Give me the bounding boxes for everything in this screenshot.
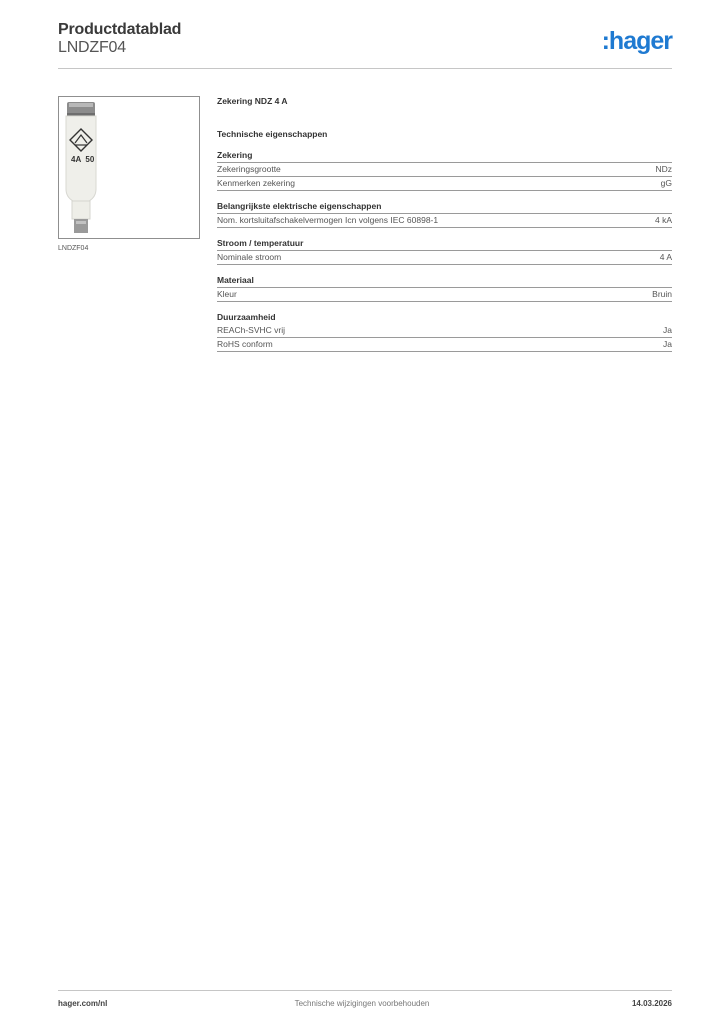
spec-row [217, 163, 672, 177]
spec-group-material [217, 274, 672, 302]
page-title: Productdatablad [58, 21, 182, 38]
header-divider [58, 68, 672, 69]
spec-value: NDz [655, 164, 672, 174]
spec-group-zekering [217, 149, 672, 191]
section-title: Technische eigenschappen [217, 129, 328, 139]
spec-value: 4 A [659, 252, 672, 262]
spec-group-sustainability [217, 311, 672, 352]
spec-group-current [217, 237, 672, 265]
product-name: Zekering NDZ 4 A [217, 96, 288, 106]
spec-value: Ja [663, 325, 672, 335]
spec-row [217, 288, 672, 302]
spec-value: Ja [663, 339, 672, 349]
group-title: Zekering [217, 149, 672, 163]
spec-value: 4 kA [654, 215, 672, 225]
spec-label: REACh-SVHC vrij [217, 325, 286, 335]
spec-row [217, 324, 672, 338]
group-title: Belangrijkste elektrische eigenschappen [217, 200, 672, 214]
image-caption: LNDZF04 [58, 245, 89, 252]
footer-disclaimer: Technische wijzigingen voorbehouden [294, 999, 430, 1008]
spec-row [217, 338, 672, 352]
specification-section [217, 94, 672, 352]
group-title: Materiaal [217, 274, 672, 288]
spec-label: RoHS conform [217, 339, 273, 349]
fuse-print-text: 4A 50 [71, 155, 95, 164]
group-title: Stroom / temperatuur [217, 237, 672, 251]
spec-label: Kenmerken zekering [217, 178, 295, 188]
footer-divider [58, 990, 672, 991]
spec-row [217, 214, 672, 228]
spec-label: Kleur [217, 289, 237, 299]
spec-label: Zekeringsgrootte [217, 164, 281, 174]
spec-value: gG [660, 178, 672, 188]
spec-group-electrical [217, 200, 672, 228]
spec-row [217, 251, 672, 265]
product-code: LNDZF04 [58, 39, 126, 56]
spec-row [217, 177, 672, 191]
group-title: Duurzaamheid [217, 312, 276, 322]
spec-value: Bruin [652, 289, 672, 299]
fuse-image [59, 97, 199, 238]
footer-date: 14.03.2026 [631, 999, 672, 1008]
product-image-frame [58, 96, 200, 239]
spec-label: Nom. kortsluitafschakelvermogen Icn volgens IEC 60898-1 [217, 215, 439, 225]
hager-logo: :hager [601, 27, 672, 55]
spec-label: Nominale stroom [217, 252, 282, 262]
footer-website-link[interactable]: hager.com/nl [58, 999, 108, 1008]
